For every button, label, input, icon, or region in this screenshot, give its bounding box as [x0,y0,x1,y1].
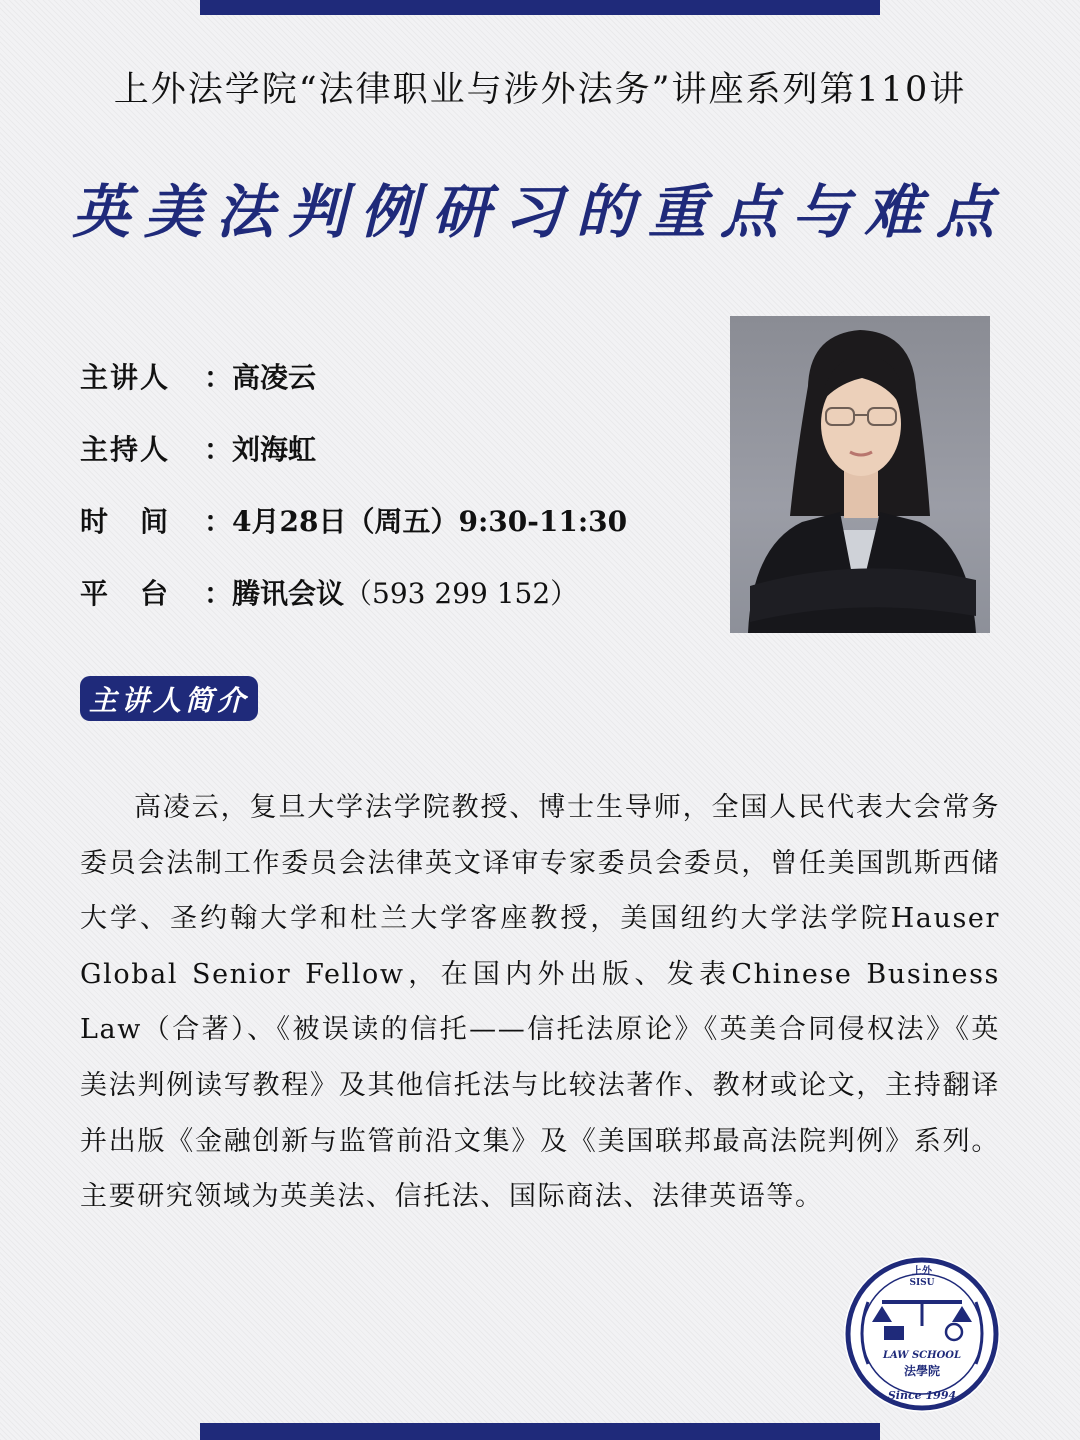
host-label: 主持人 [80,433,171,466]
speaker-portrait-illustration [730,316,990,633]
bio-paragraph: 高凌云，复旦大学法学院教授、博士生导师，全国人民代表大会常务委员会法制工作委员会法律英文译审专家委员会委员，曾任美国凯斯西储大学、圣约翰大学和杜兰大学客座教授，美国纽约大学法学院Hauser Global Senior Fellow，在国内外出版、发表Chinese Business Law（合著）、《被误读的信托——信托法原论》《英美合同侵权法》《英美法判例读写教程》及其他信托法与比较法著作、教材或论文，主持翻译并出版《金融创新与监管前沿文集》及《美国联邦最高法院判例》系列。主要研究领域为英美法、信托法、国际商法、法律英语等。 [80,792,1000,1213]
colon: ： [204,433,233,466]
speaker-bio [80,780,1000,1225]
seal-emblem-icon [842,1254,1002,1414]
speaker-label: 主讲人 [80,361,171,394]
meeting-id: （593 299 152） [344,577,579,610]
time-row [80,484,627,556]
speaker-intro-badge: 主讲人简介 [80,676,258,721]
host-name: 刘海虹 [232,433,317,466]
platform-name: 腾讯会议 [232,577,345,610]
colon: ： [204,361,233,394]
top-decor-bar [200,0,880,15]
lecture-info [80,340,627,628]
colon: ： [204,577,233,610]
law-school-seal [842,1254,1002,1414]
bottom-decor-bar [200,1423,880,1440]
time-value: 4月28日（周五）9:30-11:30 [232,505,628,538]
speaker-name: 高凌云 [232,361,317,394]
seal-top-text: 上外 [912,1266,932,1277]
platform-label: 平 台 [80,577,171,610]
speaker-photo [730,316,990,633]
seal-school: LAW SCHOOL [882,1350,962,1361]
time-label: 时 间 [80,505,171,538]
speaker-row [80,340,627,412]
lecture-title: 英美法判例研习的重点与难点 [71,178,1008,246]
seal-abbr: SISU [909,1278,935,1288]
colon: ： [204,505,233,538]
seal-chinese: 法學院 [903,1364,941,1378]
lecture-series-title: 上外法学院“法律职业与涉外法务”讲座系列第110讲 [113,70,967,110]
seal-since: Since 1994 [887,1389,957,1402]
host-row [80,412,627,484]
platform-row [80,556,627,628]
